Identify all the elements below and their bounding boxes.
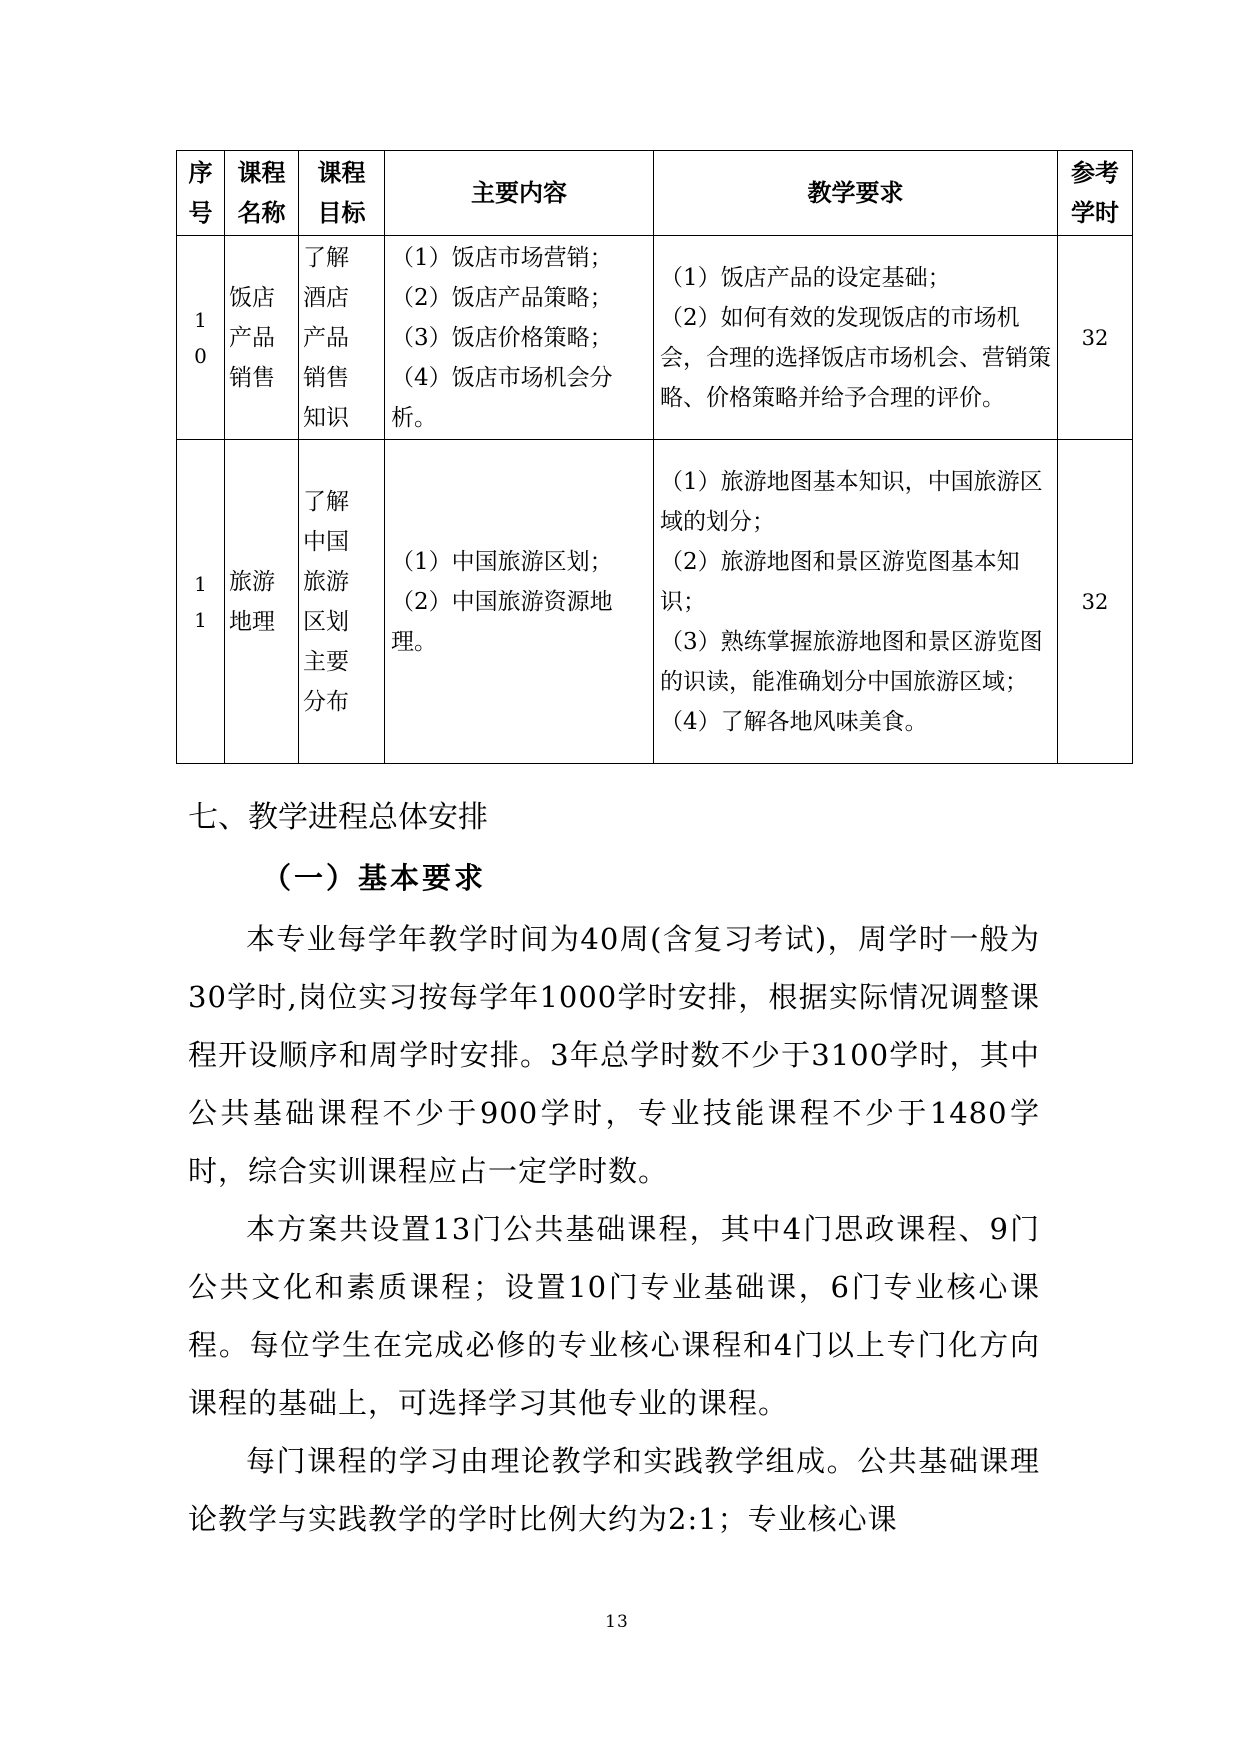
header-course-goal: 课程 目标 (299, 151, 385, 236)
teaching-requirements: （1）饭店产品的设定基础； （2）如何有效的发现饭店的市场机会，合理的选择饭店市场机会、营销策略、价格策略并给予合理的评价。 (654, 236, 1058, 440)
row-number: 1 0 (177, 236, 225, 440)
course-goal: 了解 中国 旅游 区划 主要 分布 (299, 440, 385, 764)
reference-hours: 32 (1058, 440, 1133, 764)
main-content: （1）中国旅游区划； （2）中国旅游资源地理。 (385, 440, 654, 764)
section-heading: 七、教学进程总体安排 (188, 800, 488, 835)
subsection-heading: （一）基本要求 (262, 861, 487, 895)
header-teaching-requirements: 教学要求 (654, 151, 1058, 236)
teaching-requirements: （1）旅游地图基本知识，中国旅游区域的划分； （2）旅游地图和景区游览图基本知识； （3）熟练掌握旅游地图和景区游览图的识读，能准确划分中国旅游区域； （4）了解各地风味美食。 (654, 440, 1058, 764)
course-name: 饭店 产品 销售 (225, 236, 299, 440)
course-goal: 了解 酒店 产品 销售 知识 (299, 236, 385, 440)
table-header-row (177, 151, 1133, 236)
header-num: 序 号 (177, 151, 225, 236)
body-text (188, 910, 1040, 1548)
reference-hours: 32 (1058, 236, 1133, 440)
paragraph: 本专业每学年教学时间为40周(含复习考试)，周学时一般为30学时,岗位实习按每学年1000学时安排，根据实际情况调整课程开设顺序和周学时安排。3年总学时数不少于3100学时，其中公共基础课程不少于900学时，专业技能课程不少于1480学时，综合实训课程应占一定学时数。 (188, 922, 1040, 1188)
page-number: 13 (605, 1612, 629, 1632)
row-number: 1 1 (177, 440, 225, 764)
header-main-content: 主要内容 (385, 151, 654, 236)
course-table (176, 150, 1133, 764)
course-name: 旅游 地理 (225, 440, 299, 764)
header-course-name: 课程 名称 (225, 151, 299, 236)
main-content: （1）饭店市场营销； （2）饭店产品策略； （3）饭店价格策略； （4）饭店市场机会分析。 (385, 236, 654, 440)
table-row (177, 236, 1133, 440)
paragraph: 每门课程的学习由理论教学和实践教学组成。公共基础课理论教学与实践教学的学时比例大约为2:1；专业核心课 (188, 1444, 1040, 1536)
paragraph: 本方案共设置13门公共基础课程，其中4门思政课程、9门公共文化和素质课程；设置10门专业基础课，6门专业核心课程。每位学生在完成必修的专业核心课程和4门以上专门化方向课程的基础上，可选择学习其他专业的课程。 (188, 1212, 1040, 1420)
header-reference-hours: 参考 学时 (1058, 151, 1133, 236)
table-row (177, 440, 1133, 764)
